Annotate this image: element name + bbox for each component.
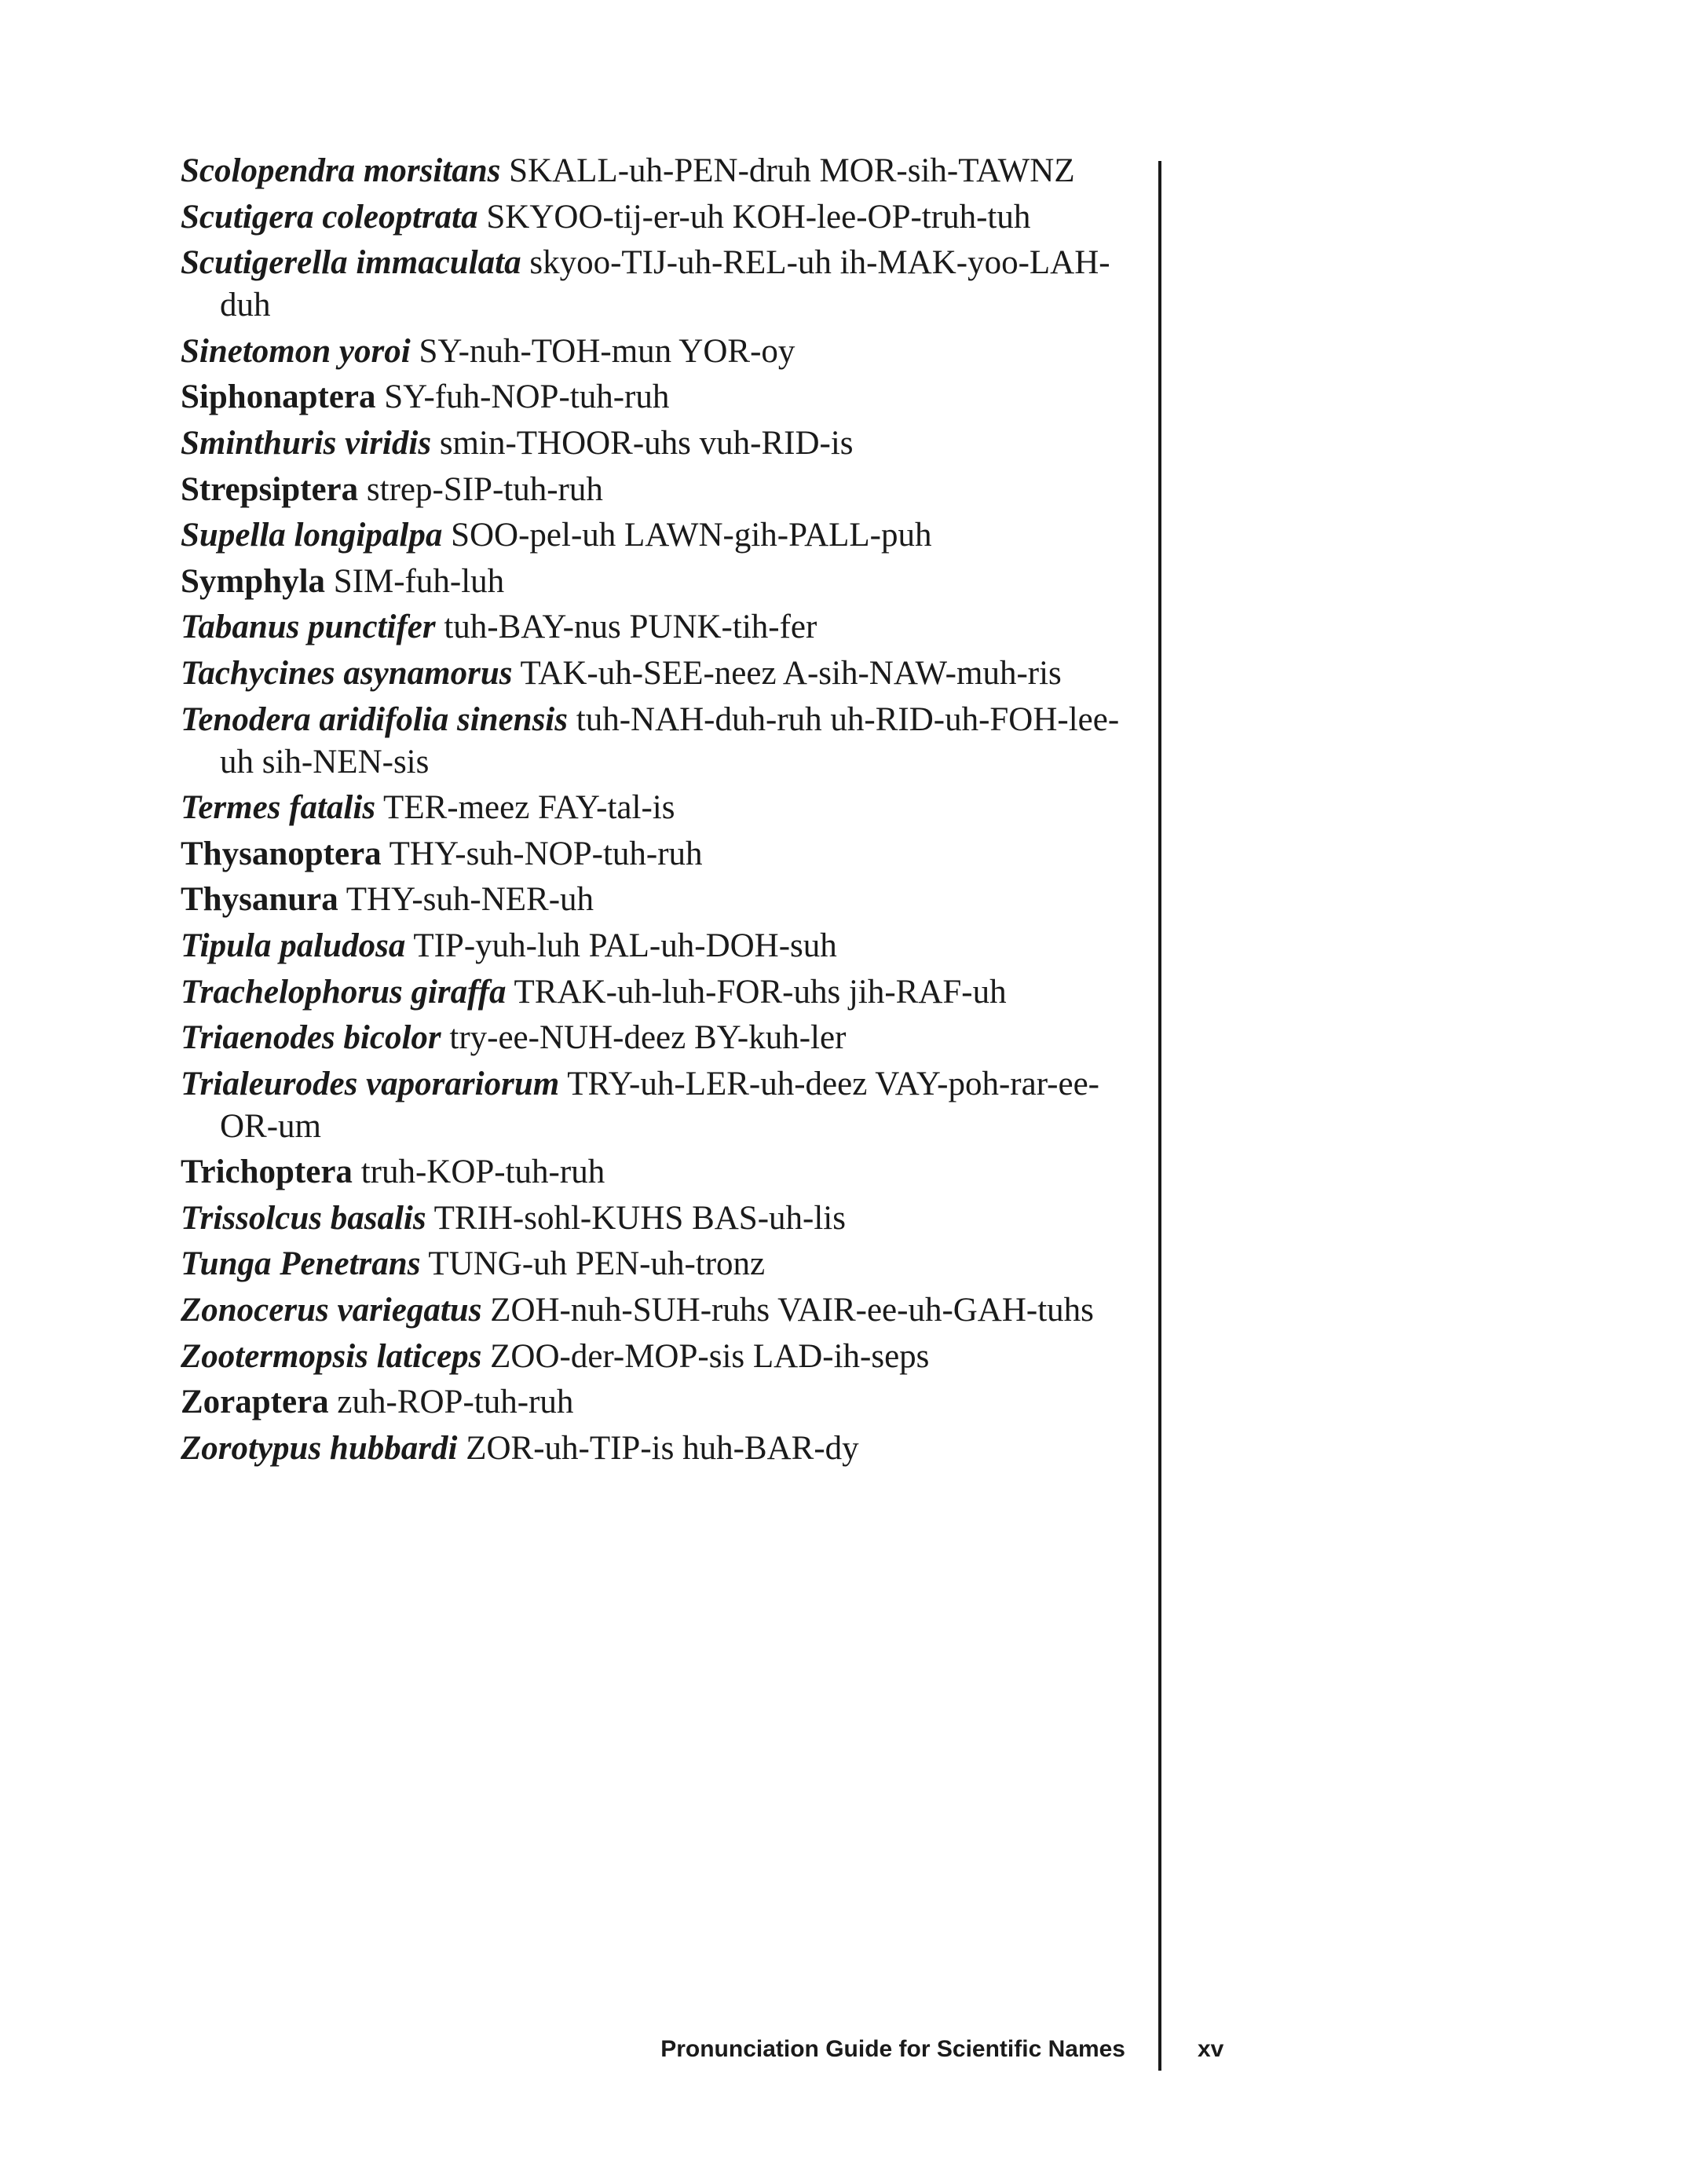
scientific-name: Zootermopsis laticeps [181, 1337, 482, 1375]
list-item [181, 653, 1123, 695]
scientific-name: Tachycines asynamorus [181, 654, 513, 692]
pronunciation-list [181, 150, 1123, 1473]
scientific-name: Strepsiptera [181, 470, 359, 508]
list-item [181, 150, 1123, 192]
scientific-name: Tunga Penetrans [181, 1245, 421, 1283]
scientific-name: Tenodera aridifolia sinensis [181, 700, 568, 738]
scientific-name: Zonocerus variegatus [181, 1292, 482, 1329]
running-footer-title: Pronunciation Guide for Scientific Names [660, 2036, 1125, 2062]
scientific-name: Siphonaptera [181, 378, 376, 416]
list-item [181, 606, 1123, 649]
pronunciation: SIM-fuh-luh [333, 562, 505, 600]
pronunciation: tuh-BAY-nus PUNK-tih-fer [444, 609, 817, 646]
scientific-name: Scutigerella immaculata [181, 244, 521, 282]
list-item [181, 879, 1123, 921]
scientific-name: Symphyla [181, 562, 326, 600]
pronunciation: ZOR-uh-TIP-is huh-BAR-dy [466, 1429, 859, 1467]
pronunciation: SOO-pel-uh LAWN-gih-PALL-puh [451, 517, 932, 554]
pronunciation: TAK-uh-SEE-neez A-sih-NAW-muh-ris [520, 654, 1062, 692]
pronunciation: TUNG-uh PEN-uh-tronz [428, 1245, 766, 1283]
pronunciation: zuh-ROP-tuh-ruh [337, 1384, 574, 1421]
scientific-name: Zorotypus hubbardi [181, 1429, 458, 1467]
list-item [181, 331, 1123, 373]
pronunciation: SKALL-uh-PEN-druh MOR-sih-TAWNZ [509, 152, 1075, 189]
pronunciation: skyoo-TIJ-uh-REL-uh ih-MAK-yoo-LAH-duh [220, 244, 1110, 324]
scientific-name: Trachelophorus giraffa [181, 973, 507, 1011]
list-item [181, 833, 1123, 876]
pronunciation: SY-fuh-NOP-tuh-ruh [384, 378, 670, 416]
pronunciation: SY-nuh-TOH-mun YOR-oy [419, 332, 795, 370]
list-item [181, 1063, 1123, 1148]
scientific-name: Thysanura [181, 881, 338, 919]
list-item [181, 1197, 1123, 1240]
list-item [181, 1381, 1123, 1424]
list-item [181, 1428, 1123, 1470]
list-item [181, 1336, 1123, 1378]
pronunciation: TRIH-sohl-KUHS BAS-uh-lis [433, 1199, 846, 1237]
scientific-name: Sminthuris viridis [181, 424, 432, 462]
pronunciation: TRY-uh-LER-uh-deez VAY-poh-rar-ee-OR-um [220, 1065, 1099, 1145]
pronunciation: ZOH-nuh-SUH-ruhs VAIR-ee-uh-GAH-tuhs [490, 1292, 1094, 1329]
vertical-rule [1158, 161, 1161, 2071]
scientific-name: Tipula paludosa [181, 927, 406, 964]
scientific-name: Scolopendra morsitans [181, 152, 501, 189]
list-item [181, 971, 1123, 1014]
pronunciation: TRAK-uh-luh-FOR-uhs jih-RAF-uh [514, 973, 1007, 1011]
pronunciation: smin-THOOR-uhs vuh-RID-is [439, 424, 854, 462]
pronunciation: SKYOO-tij-er-uh KOH-lee-OP-truh-tuh [486, 198, 1031, 236]
list-item [181, 561, 1123, 603]
scientific-name: Scutigera coleoptrata [181, 198, 478, 236]
pronunciation: TER-meez FAY-tal-is [383, 789, 675, 827]
pronunciation: THY-suh-NER-uh [346, 881, 594, 919]
list-item [181, 699, 1123, 784]
pronunciation: TIP-yuh-luh PAL-uh-DOH-suh [413, 927, 837, 964]
pronunciation: truh-KOP-tuh-ruh [360, 1153, 605, 1191]
scientific-name: Termes fatalis [181, 789, 376, 827]
list-item [181, 787, 1123, 829]
scientific-name: Triaenodes bicolor [181, 1019, 441, 1057]
scientific-name: Trialeurodes vaporariorum [181, 1065, 560, 1102]
list-item [181, 1017, 1123, 1059]
list-item [181, 1243, 1123, 1285]
scientific-name: Trissolcus basalis [181, 1199, 426, 1237]
scientific-name: Sinetomon yoroi [181, 332, 411, 370]
scientific-name: Thysanoptera [181, 835, 382, 872]
list-item [181, 469, 1123, 511]
scientific-name: Trichoptera [181, 1153, 353, 1191]
list-item [181, 514, 1123, 557]
scientific-name: Zoraptera [181, 1384, 329, 1421]
pronunciation: try-ee-NUH-deez BY-kuh-ler [449, 1019, 847, 1057]
pronunciation: strep-SIP-tuh-ruh [366, 470, 603, 508]
pronunciation: tuh-NAH-duh-ruh uh-RID-uh-FOH-lee-uh sih-NEN-sis [220, 700, 1120, 781]
list-item [181, 1289, 1123, 1332]
pronunciation: ZOO-der-MOP-sis LAD-ih-seps [490, 1337, 930, 1375]
scientific-name: Supella longipalpa [181, 517, 443, 554]
list-item [181, 196, 1123, 239]
pronunciation: THY-suh-NOP-tuh-ruh [389, 835, 703, 872]
list-item [181, 376, 1123, 419]
list-item [181, 242, 1123, 327]
list-item [181, 422, 1123, 465]
list-item [181, 1151, 1123, 1194]
list-item [181, 925, 1123, 967]
page-number: xv [1198, 2036, 1224, 2062]
scientific-name: Tabanus punctifer [181, 609, 436, 646]
